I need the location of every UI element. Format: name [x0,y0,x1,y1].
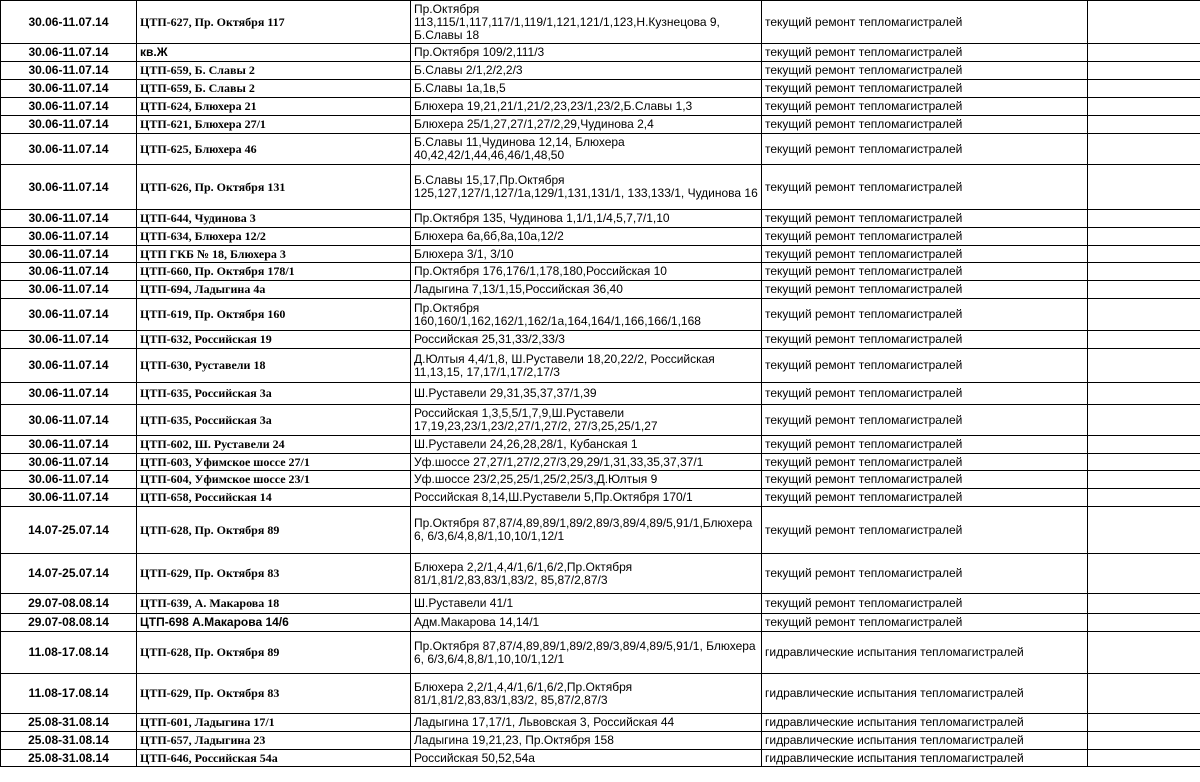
work-type-cell: текущий ремонт тепломагистралей [762,62,1088,80]
date-range-cell: 30.06-11.07.14 [1,471,137,489]
date-range-cell: 30.06-11.07.14 [1,165,137,210]
work-type-cell: гидравлические испытания тепломагистралей [762,674,1088,714]
table-row [1,436,1200,454]
addresses-cell: Пр.Октября 113,115/1,117,117/1,119/1,121,121/1,123,Н.Кузнецова 9, Б.Славы 18 [411,1,762,44]
addresses-cell: Адм.Макарова 14,14/1 [411,614,762,632]
station-cell: ЦТП-624, Блюхера 21 [137,98,411,116]
empty-cell [1088,554,1200,594]
table-row [1,454,1200,471]
table-row [1,1,1200,44]
work-type-cell: гидравлические испытания тепломагистралей [762,714,1088,732]
station-cell: ЦТП-628, Пр. Октября 89 [137,632,411,674]
work-type-cell: текущий ремонт тепломагистралей [762,454,1088,471]
table-row [1,674,1200,714]
work-type-cell: текущий ремонт тепломагистралей [762,134,1088,165]
work-type-cell: текущий ремонт тепломагистралей [762,228,1088,246]
date-range-cell: 30.06-11.07.14 [1,383,137,405]
work-type-cell: гидравлические испытания тепломагистралей [762,632,1088,674]
station-cell: ЦТП-646, Российская 54а [137,750,411,767]
table-row [1,98,1200,116]
station-cell: ЦТП-629, Пр. Октября 83 [137,554,411,594]
table-row [1,281,1200,299]
addresses-cell: Б.Славы 15,17,Пр.Октября 125,127,127/1,127/1а,129/1,131,131/1, 133,133/1, Чудинова 16 [411,165,762,210]
table-row [1,210,1200,228]
addresses-cell: Блюхера 2,2/1,4,4/1,6/1,6/2,Пр.Октября 81/1,81/2,83,83/1,83/2, 85,87/2,87/3 [411,554,762,594]
table-row [1,750,1200,767]
date-range-cell: 30.06-11.07.14 [1,454,137,471]
station-cell: ЦТП-621, Блюхера 27/1 [137,116,411,134]
station-cell: ЦТП-659, Б. Славы 2 [137,80,411,98]
work-type-cell: текущий ремонт тепломагистралей [762,281,1088,299]
station-cell: ЦТП-634, Блюхера 12/2 [137,228,411,246]
station-cell: ЦТП-694, Ладыгина 4а [137,281,411,299]
addresses-cell: Пр.Октября 109/2,111/3 [411,44,762,62]
work-type-cell: текущий ремонт тепломагистралей [762,614,1088,632]
station-cell: ЦТП-635, Российская 3а [137,405,411,436]
table-row [1,554,1200,594]
empty-cell [1088,454,1200,471]
addresses-cell: Блюхера 19,21,21/1,21/2,23,23/1,23/2,Б.Славы 1,3 [411,98,762,116]
empty-cell [1088,471,1200,489]
empty-cell [1088,263,1200,281]
addresses-cell: Пр.Октября 87,87/4,89,89/1,89/2,89/3,89/4,89/5,91/1, Блюхера 6, 6/3,6/4,8,8/1,10,10/1,12/1 [411,632,762,674]
work-type-cell: гидравлические испытания тепломагистралей [762,750,1088,767]
date-range-cell: 30.06-11.07.14 [1,246,137,263]
station-cell: ЦТП-603, Уфимское шоссе 27/1 [137,454,411,471]
empty-cell [1088,165,1200,210]
addresses-cell: Д.Юлтыя 4,4/1,8, Ш.Руставели 18,20,22/2, Российская 11,13,15, 17,17/1,17/2,17/3 [411,349,762,383]
work-type-cell: текущий ремонт тепломагистралей [762,263,1088,281]
date-range-cell: 30.06-11.07.14 [1,436,137,454]
date-range-cell: 14.07-25.07.14 [1,507,137,554]
date-range-cell: 30.06-11.07.14 [1,1,137,44]
addresses-cell: Российская 50,52,54а [411,750,762,767]
table-row [1,246,1200,263]
station-cell: ЦТП-630, Руставели 18 [137,349,411,383]
table-body [1,1,1200,767]
table-row [1,714,1200,732]
date-range-cell: 30.06-11.07.14 [1,405,137,436]
date-range-cell: 30.06-11.07.14 [1,281,137,299]
table-row [1,614,1200,632]
addresses-cell: Блюхера 6а,6б,8а,10а,12/2 [411,228,762,246]
addresses-cell: Ш.Руставели 24,26,28,28/1, Кубанская 1 [411,436,762,454]
work-type-cell: текущий ремонт тепломагистралей [762,299,1088,331]
empty-cell [1088,98,1200,116]
empty-cell [1088,44,1200,62]
date-range-cell: 30.06-11.07.14 [1,299,137,331]
work-type-cell: текущий ремонт тепломагистралей [762,471,1088,489]
date-range-cell: 30.06-11.07.14 [1,98,137,116]
table-row [1,44,1200,62]
addresses-cell: Ладыгина 19,21,23, Пр.Октября 158 [411,732,762,750]
empty-cell [1088,349,1200,383]
station-cell: ЦТП ГКБ № 18, Блюхера 3 [137,246,411,263]
work-type-cell: текущий ремонт тепломагистралей [762,331,1088,349]
work-type-cell: текущий ремонт тепломагистралей [762,436,1088,454]
table-row [1,165,1200,210]
empty-cell [1088,383,1200,405]
station-cell: ЦТП-639, А. Макарова 18 [137,594,411,614]
work-type-cell: текущий ремонт тепломагистралей [762,80,1088,98]
station-cell: ЦТП-660, Пр. Октября 178/1 [137,263,411,281]
station-cell: ЦТП-698 А.Макарова 14/6 [137,614,411,632]
date-range-cell: 30.06-11.07.14 [1,331,137,349]
date-range-cell: 11.08-17.08.14 [1,674,137,714]
addresses-cell: Б.Славы 11,Чудинова 12,14, Блюхера 40,42,42/1,44,46,46/1,48,50 [411,134,762,165]
station-cell: ЦТП-627, Пр. Октября 117 [137,1,411,44]
empty-cell [1088,594,1200,614]
work-type-cell: текущий ремонт тепломагистралей [762,489,1088,507]
table-row [1,594,1200,614]
station-cell: ЦТП-619, Пр. Октября 160 [137,299,411,331]
work-type-cell: текущий ремонт тепломагистралей [762,349,1088,383]
addresses-cell: Ш.Руставели 41/1 [411,594,762,614]
empty-cell [1088,674,1200,714]
empty-cell [1088,228,1200,246]
empty-cell [1088,134,1200,165]
work-type-cell: гидравлические испытания тепломагистралей [762,732,1088,750]
station-cell: ЦТП-629, Пр. Октября 83 [137,674,411,714]
date-range-cell: 30.06-11.07.14 [1,228,137,246]
work-type-cell: текущий ремонт тепломагистралей [762,210,1088,228]
table-row [1,299,1200,331]
date-range-cell: 11.08-17.08.14 [1,632,137,674]
addresses-cell: Б.Славы 2/1,2/2,2/3 [411,62,762,80]
addresses-cell: Ш.Руставели 29,31,35,37,37/1,39 [411,383,762,405]
empty-cell [1088,489,1200,507]
empty-cell [1088,281,1200,299]
work-type-cell: текущий ремонт тепломагистралей [762,383,1088,405]
table-row [1,116,1200,134]
addresses-cell: Российская 1,3,5,5/1,7,9,Ш.Руставели 17,19,23,23/1,23/2,27/1,27/2, 27/3,25,25/1,27 [411,405,762,436]
table-row [1,62,1200,80]
addresses-cell: Российская 8,14,Ш.Руставели 5,Пр.Октября 170/1 [411,489,762,507]
work-type-cell: текущий ремонт тепломагистралей [762,554,1088,594]
station-cell: кв.Ж [137,44,411,62]
table-row [1,732,1200,750]
table-row [1,80,1200,98]
addresses-cell: Пр.Октября 87,87/4,89,89/1,89/2,89/3,89/4,89/5,91/1,Блюхера 6, 6/3,6/4,8,8/1,10,10/1,12/1 [411,507,762,554]
date-range-cell: 30.06-11.07.14 [1,489,137,507]
addresses-cell: Уф.шоссе 27,27/1,27/2,27/3,29,29/1,31,33,35,37,37/1 [411,454,762,471]
empty-cell [1088,1,1200,44]
station-cell: ЦТП-658, Российская 14 [137,489,411,507]
empty-cell [1088,614,1200,632]
work-type-cell: текущий ремонт тепломагистралей [762,165,1088,210]
station-cell: ЦТП-659, Б. Славы 2 [137,62,411,80]
table-row [1,263,1200,281]
station-cell: ЦТП-601, Ладыгина 17/1 [137,714,411,732]
station-cell: ЦТП-628, Пр. Октября 89 [137,507,411,554]
date-range-cell: 29.07-08.08.14 [1,594,137,614]
station-cell: ЦТП-602, Ш. Руставели 24 [137,436,411,454]
work-type-cell: текущий ремонт тепломагистралей [762,98,1088,116]
date-range-cell: 30.06-11.07.14 [1,349,137,383]
addresses-cell: Пр.Октября 160,160/1,162,162/1,162/1а,164,164/1,166,166/1,168 [411,299,762,331]
addresses-cell: Ладыгина 17,17/1, Львовская 3, Российская 44 [411,714,762,732]
empty-cell [1088,714,1200,732]
empty-cell [1088,436,1200,454]
table-row [1,331,1200,349]
empty-cell [1088,80,1200,98]
addresses-cell: Б.Славы 1а,1в,5 [411,80,762,98]
date-range-cell: 30.06-11.07.14 [1,80,137,98]
date-range-cell: 30.06-11.07.14 [1,44,137,62]
addresses-cell: Блюхера 3/1, 3/10 [411,246,762,263]
empty-cell [1088,210,1200,228]
work-type-cell: текущий ремонт тепломагистралей [762,116,1088,134]
table-row [1,632,1200,674]
date-range-cell: 25.08-31.08.14 [1,750,137,767]
station-cell: ЦТП-626, Пр. Октября 131 [137,165,411,210]
date-range-cell: 29.07-08.08.14 [1,614,137,632]
table-row [1,405,1200,436]
table-row [1,507,1200,554]
work-type-cell: текущий ремонт тепломагистралей [762,44,1088,62]
date-range-cell: 25.08-31.08.14 [1,732,137,750]
station-cell: ЦТП-644, Чудинова 3 [137,210,411,228]
empty-cell [1088,116,1200,134]
station-cell: ЦТП-625, Блюхера 46 [137,134,411,165]
empty-cell [1088,299,1200,331]
empty-cell [1088,331,1200,349]
table-row [1,349,1200,383]
addresses-cell: Российская 25,31,33/2,33/3 [411,331,762,349]
empty-cell [1088,246,1200,263]
work-type-cell: текущий ремонт тепломагистралей [762,507,1088,554]
empty-cell [1088,507,1200,554]
date-range-cell: 30.06-11.07.14 [1,134,137,165]
work-type-cell: текущий ремонт тепломагистралей [762,594,1088,614]
table-row [1,489,1200,507]
date-range-cell: 30.06-11.07.14 [1,210,137,228]
table-row [1,134,1200,165]
addresses-cell: Ладыгина 7,13/1,15,Российская 36,40 [411,281,762,299]
addresses-cell: Уф.шоссе 23/2,25,25/1,25/2,25/3,Д.Юлтыя 9 [411,471,762,489]
addresses-cell: Блюхера 2,2/1,4,4/1,6/1,6/2,Пр.Октября 81/1,81/2,83,83/1,83/2, 85,87/2,87/3 [411,674,762,714]
date-range-cell: 30.06-11.07.14 [1,263,137,281]
work-type-cell: текущий ремонт тепломагистралей [762,1,1088,44]
date-range-cell: 14.07-25.07.14 [1,554,137,594]
table-row [1,471,1200,489]
date-range-cell: 30.06-11.07.14 [1,116,137,134]
addresses-cell: Пр.Октября 135, Чудинова 1,1/1,1/4,5,7,7/1,10 [411,210,762,228]
date-range-cell: 30.06-11.07.14 [1,62,137,80]
work-type-cell: текущий ремонт тепломагистралей [762,246,1088,263]
empty-cell [1088,405,1200,436]
station-cell: ЦТП-632, Российская 19 [137,331,411,349]
station-cell: ЦТП-604, Уфимское шоссе 23/1 [137,471,411,489]
empty-cell [1088,632,1200,674]
table-row [1,228,1200,246]
work-type-cell: текущий ремонт тепломагистралей [762,405,1088,436]
table-row [1,383,1200,405]
empty-cell [1088,62,1200,80]
date-range-cell: 25.08-31.08.14 [1,714,137,732]
station-cell: ЦТП-657, Ладыгина 23 [137,732,411,750]
addresses-cell: Блюхера 25/1,27,27/1,27/2,29,Чудинова 2,4 [411,116,762,134]
empty-cell [1088,750,1200,767]
empty-cell [1088,732,1200,750]
station-cell: ЦТП-635, Российская 3а [137,383,411,405]
addresses-cell: Пр.Октября 176,176/1,178,180,Российская 10 [411,263,762,281]
